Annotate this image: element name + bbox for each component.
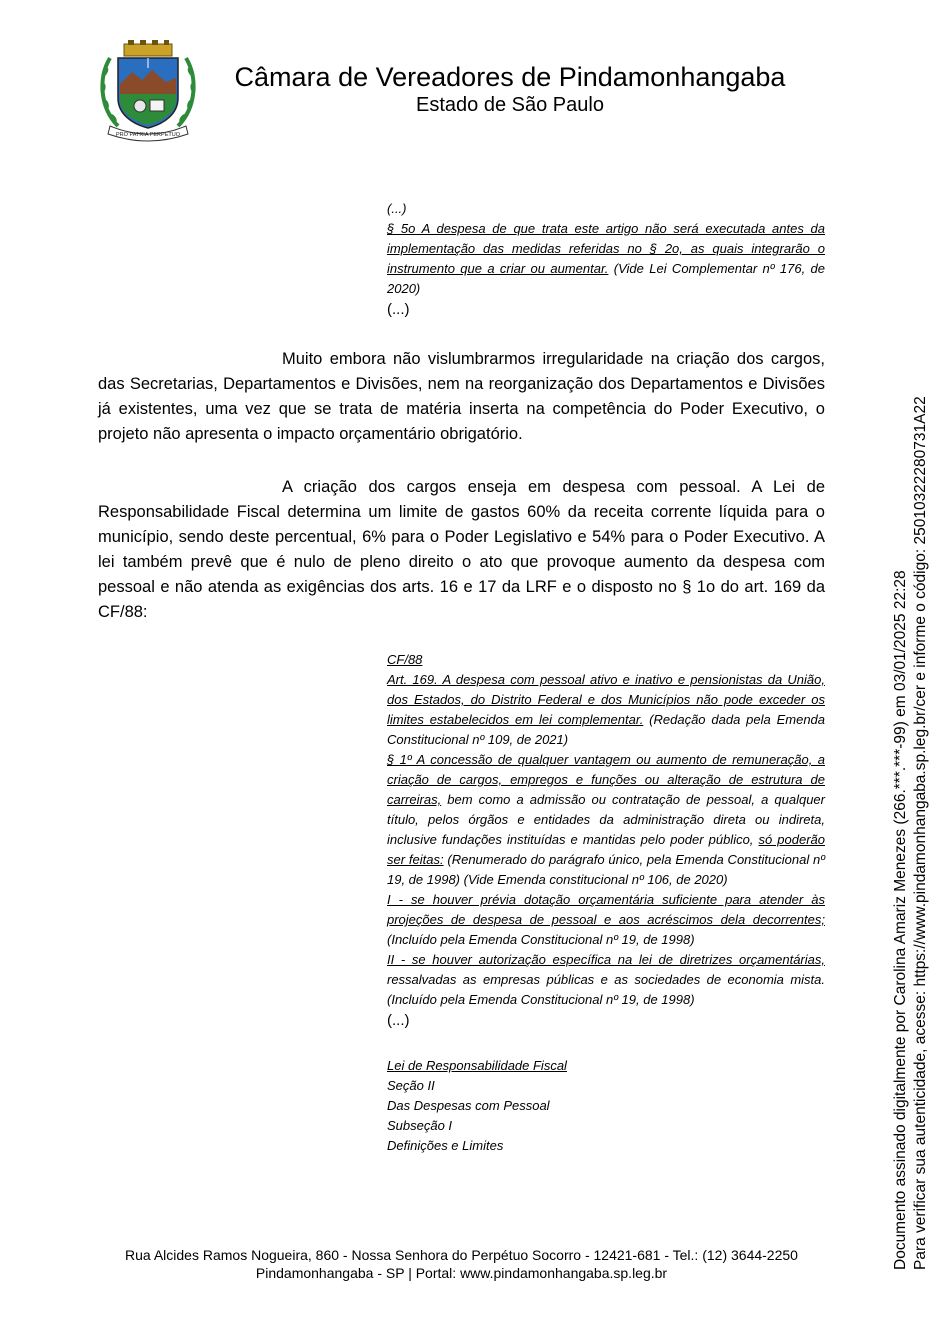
footer-address: Rua Alcides Ramos Nogueira, 860 - Nossa Senhora do Perpétuo Socorro - 12421-681 - Tel.: (12) 3644-2250 <box>125 1247 798 1263</box>
coat-of-arms-logo <box>96 38 200 142</box>
lrf-line: Seção II <box>387 1078 435 1093</box>
quote1-text: § 5o A despesa de que trata este artigo não será executada antes da implementação das medidas referidas no § 2o, as quais integrarão o instrumento que a criar ou aumentar. <box>387 221 825 276</box>
quote1-close-ellipsis: (...) <box>387 301 410 318</box>
lrf-line: Definições e Limites <box>387 1138 504 1153</box>
institution-subtitle: Estado de São Paulo <box>416 94 604 116</box>
body-paragraph-1: Muito embora não vislumbrarmos irregularidade na criação dos cargos, das Secretarias, Departamentos e Divisões, nem na reorganização dos Departamentos e Divisões já existentes, uma vez que se trata de matéria inserta na competência do Poder Executivo, o projeto não apresenta o impacto orçamentário obrigatório. <box>98 350 825 443</box>
body-paragraph-2: A criação dos cargos enseja em despesa com pessoal. A Lei de Responsabilidade Fiscal determina um limite de gastos 60% da receita corrente líquida para o município, sendo deste percentual, 6% para o Poder Legislativo e 54% para o Poder Executivo. A lei também prevê que é nulo de pleno direito o ato que provoque aumento da despesa com pessoal e não atenda as exigências dos arts. 16 e 17 da LRF e o disposto no § 1o do art. 169 da CF/88: <box>98 478 825 621</box>
quote-block-cf88 <box>387 650 825 1010</box>
lrf-heading: Lei de Responsabilidade Fiscal <box>387 1058 567 1073</box>
cf88-art169: Art. 169. A despesa com pessoal ativo e inativo e pensionistas da União, dos Estados, do Distrito Federal e dos Municípios não pode exceder os limites estabelecidos em lei complementar. (Redação dada pela Emenda Constitucional nº 109, de 2021) <box>387 672 826 747</box>
logo-ribbon-text: PRO PATRIA PERPETUO <box>116 132 180 138</box>
lrf-line: Subseção I <box>387 1118 453 1133</box>
cf88-inciso-2: II - se houver autorização específica na lei de diretrizes orçamentárias, ressalvadas as empresas públicas e as sociedades de economia mista. (Incluído pela Emenda Constitucional nº 19, de 1998) <box>387 952 825 1007</box>
cf88-inciso-1: I - se houver prévia dotação orçamentária suficiente para atender às projeções de despesa de pessoal e aos acréscimos dela decorrentes; (Incluído pela Emenda Constitucional nº 19, de 1998) <box>387 892 825 947</box>
institution-title: Câmara de Vereadores de Pindamonhangaba <box>234 62 786 92</box>
quote1-note: (Vide Lei Complementar nº 176, de 2020) <box>387 261 825 296</box>
signature-line: Documento assinado digitalmente por Carolina Amariz Menezes (266.***.***-99) em 03/01/2025 22:28 <box>892 570 909 1270</box>
verification-line: Para verificar sua autenticidade, acesse: https://www.pindamonhangaba.sp.leg.br/cer e informe o código: 25010322280731A22 <box>912 396 929 1270</box>
quote-block-1 <box>387 199 825 299</box>
footer-portal: Pindamonhangaba - SP | Portal: www.pindamonhangaba.sp.leg.br <box>255 1265 668 1281</box>
quote-block-lrf <box>387 1056 825 1156</box>
quote1-open-ellipsis: (...) <box>387 201 407 216</box>
lrf-line: Das Despesas com Pessoal <box>387 1098 550 1113</box>
quote2-close-ellipsis: (...) <box>387 1012 410 1029</box>
cf88-paragraph-1: § 1º A concessão de qualquer vantagem ou aumento de remuneração, a criação de cargos, empregos e funções ou alteração de estrutura de carreiras, bem como a admissão ou contratação de pessoal, a qualquer título, pelos órgãos e entidades da administração direta ou indireta, inclusive fundações instituídas e mantidas pelo poder público, só poderão ser feitas: (Renumerado do parágrafo único, pela Emenda Constitucional nº 19, de 1998) (Vide Emenda constitucional nº 106, de 2020) <box>387 752 825 887</box>
cf88-heading: CF/88 <box>387 652 423 667</box>
digital-signature-stamp <box>891 396 931 1270</box>
